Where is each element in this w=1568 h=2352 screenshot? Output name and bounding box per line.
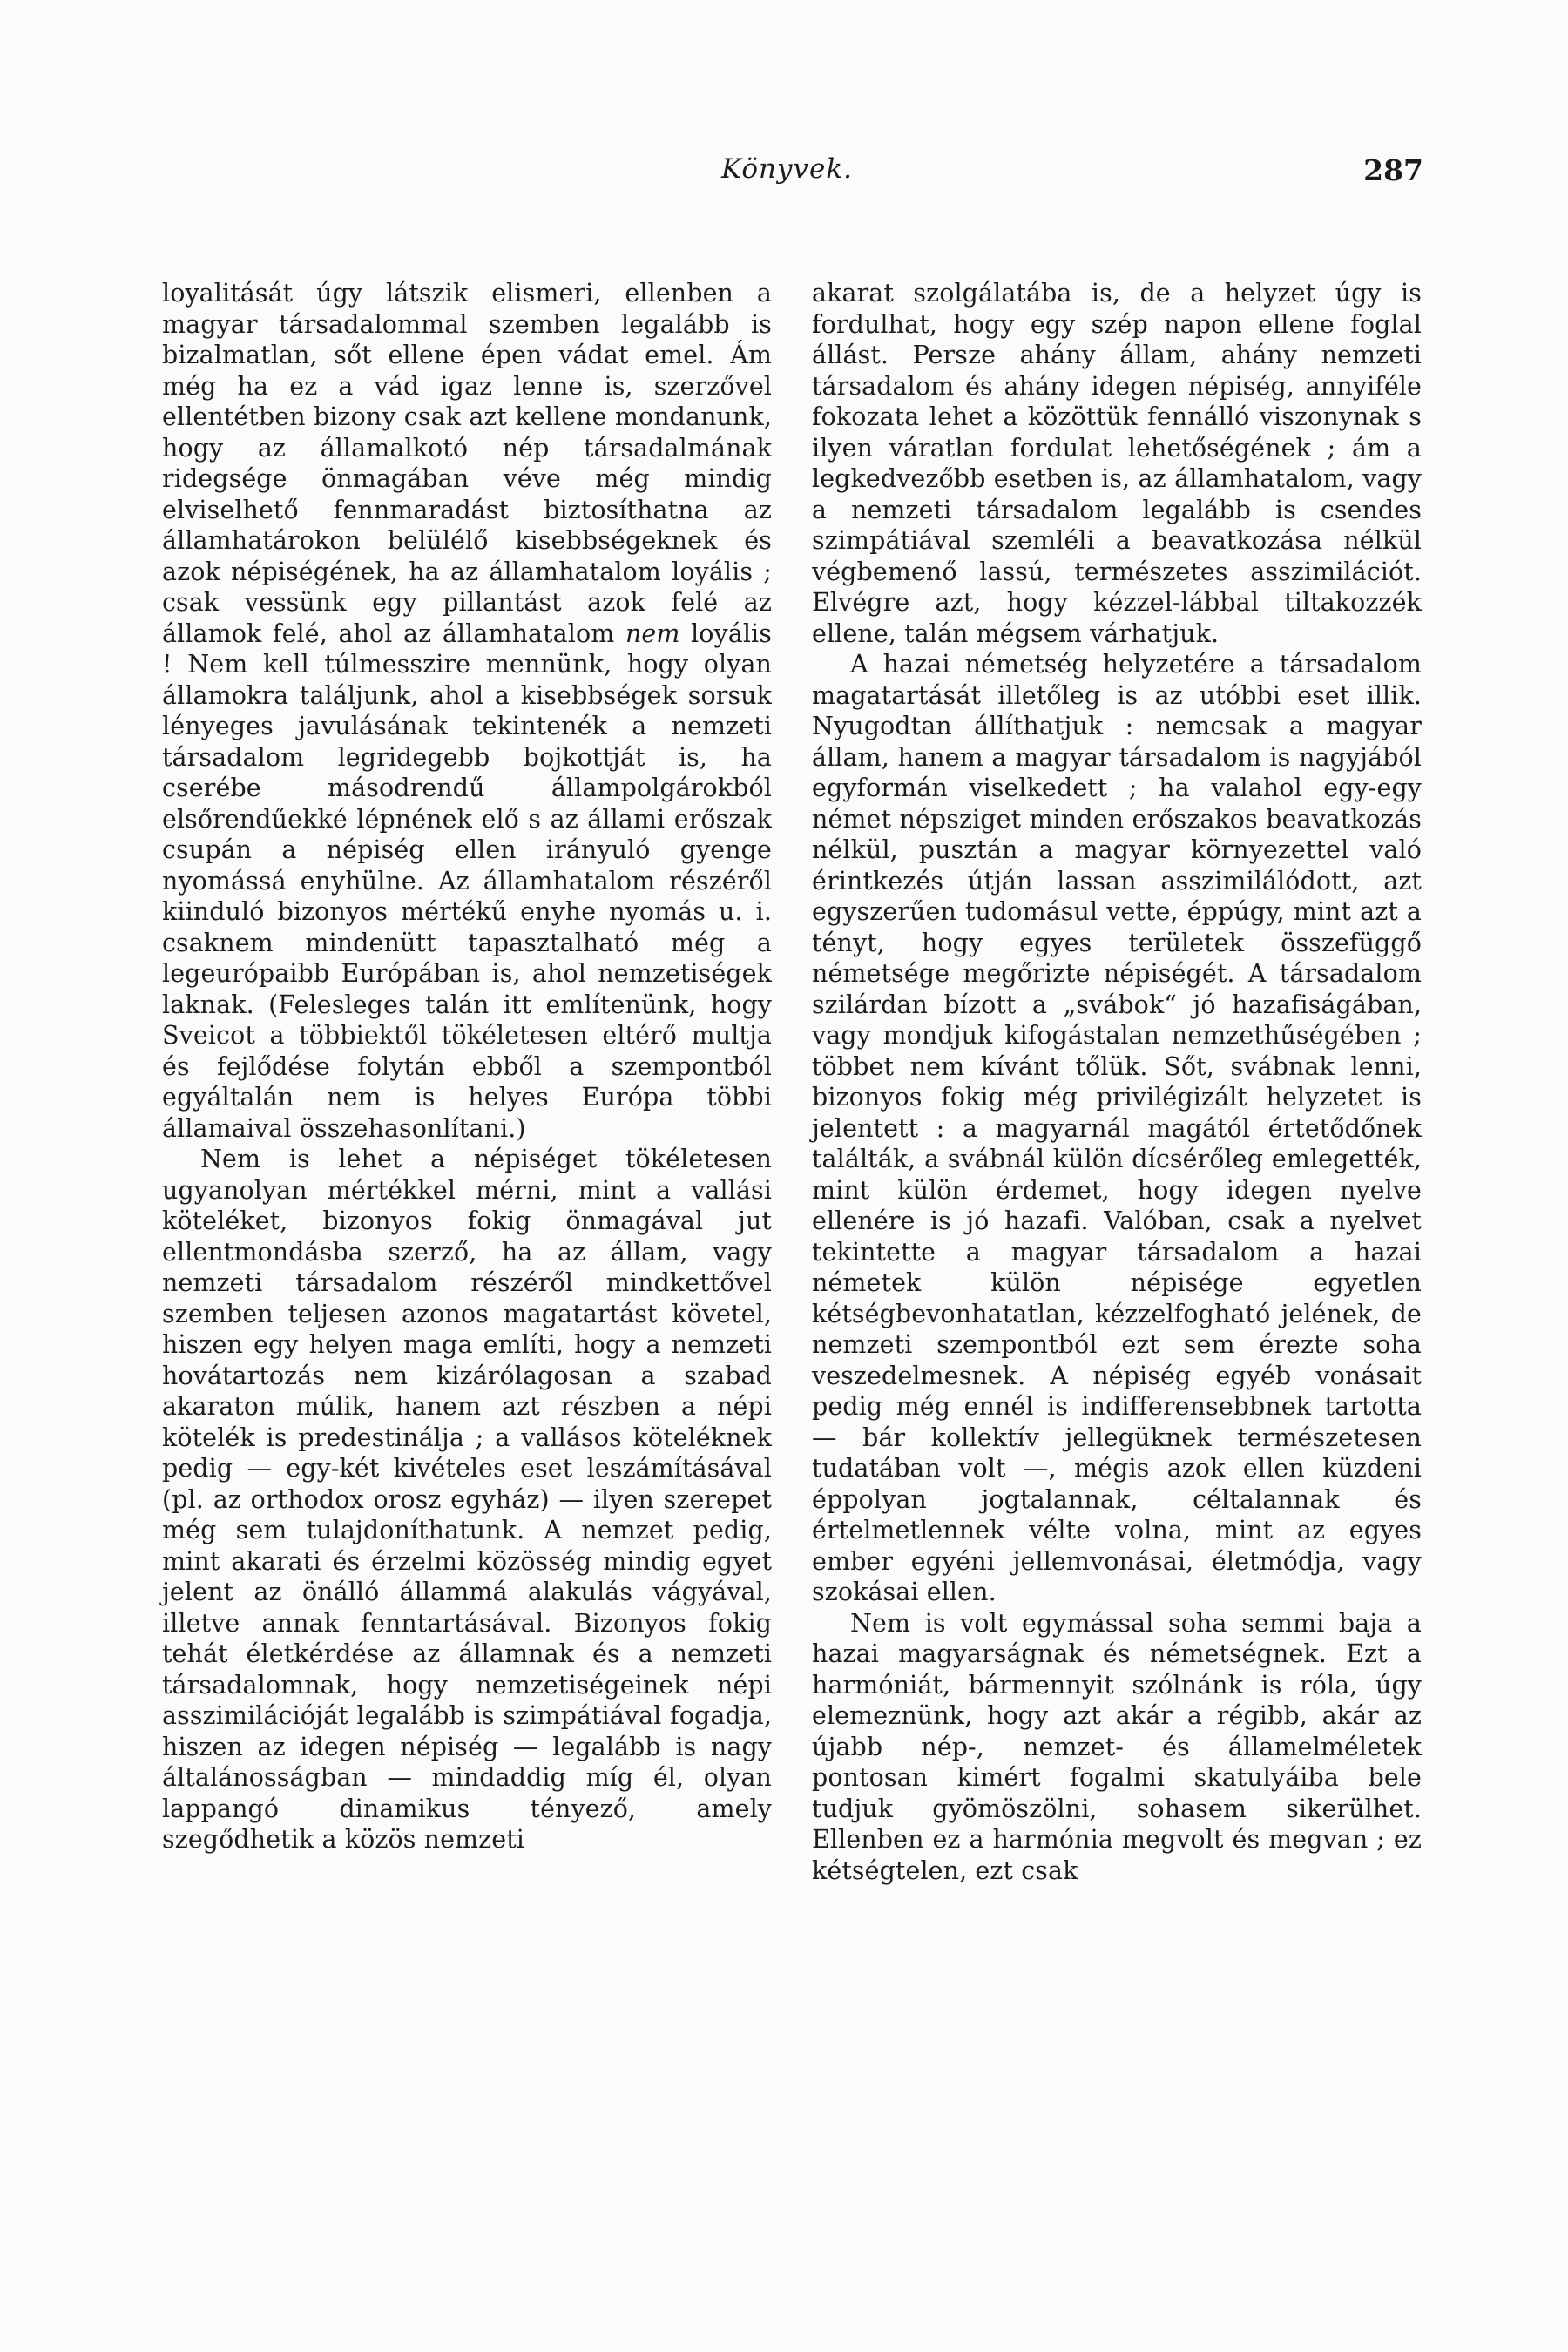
running-title: Könyvek.	[721, 153, 853, 185]
paragraph-text: loyális ! Nem kell túlmesszire mennünk, hogy olyan államokra találjunk, ahol a kisebbségek sorsuk lényeges javulásának tekintenék a nemzeti társadalom legridegebb bojkottját is, ha cserébe másodrendű állampolgárokból elsőrendűekké lépnének elő s az állami erőszak csupán a népiség ellen irányuló gyenge nyomássá enyhülne. Az államhatalom részéről kiinduló bizonyos mértékű enyhe nyomás u. i. csaknem mindenütt tapasztalható még a legeurópaibb Európában is, ahol nemzetiségek laknak. (Felesleges talán itt említenünk, hogy Sveicot a többiektől tökéletesen eltérő multja és fejlődése folytán ebből a szempontból egyáltalán nem is helyes Európa többi államaival összehasonlítani.)	[162, 618, 772, 1143]
paragraph: akarat szolgálatába is, de a helyzet úgy is fordulhat, hogy egy szép napon ellene foglal állást. Persze ahány állam, ahány nemzeti társadalom és ahány idegen népiség, annyiféle fokozata lehet a közöttük fennálló viszonynak s ilyen váratlan fordulat lehetőségének ; ám a legkedvezőbb esetben is, az államhatalom, vagy a nemzeti társadalom legalább is csendes szimpátiával szemléli a beavatkozása nélkül végbemenő lassú, természetes asszimilációt. Elvégre azt, hogy kézzel-lábbal tiltakozzék ellene, talán mégsem várhatjuk.	[812, 279, 1422, 648]
emphasis-text: nem	[625, 618, 680, 648]
paragraph	[162, 278, 772, 1144]
paragraph: A hazai németség helyzetére a társadalom magatartását illetőleg is az utóbbi eset illik. Nyugodtan állíthatjuk : nemcsak a magyar állam, hanem a magyar társadalom is nagyjából egyformán viselkedett ; ha valahol egy-egy német népsziget minden erőszakos beavatkozás nélkül, pusztán a magyar környezettel való érintkezés útján lassan asszimilálódott, azt egyszerűen tudomásul vette, éppúgy, mint azt a tényt, hogy egyes területek összefüggő németsége megőrizte népiségét. A társadalom szilárdan bízott a „svábok“ jó hazafiságában, vagy mondjuk kifogástalan nemzethűségében ; többet nem kívánt tőlük. Sőt, svábnak lenni, bizonyos fokig még privilégizált helyzetet is jelentett : a magyarnál magától értetődőnek találták, a svábnál külön dícsérőleg emlegették, mint külön érdemet, hogy idegen nyelve ellenére is jó hazafi. Valóban, csak a nyelvet tekintette a magyar társadalom a hazai németek külön népisége egyetlen kétségbevonhatatlan, kézzelfogható jelének, de nemzeti szempontból ezt sem érezte soha veszedelmesnek. A népiség egyéb vonásait pedig még ennél is indifferensebbnek tartotta — bár kollektív jellegüknek természetesen tudatában volt —, mégis azok ellen küzdeni éppolyan jogtalannak, céltalannak és értelmetlennek vélte volna, mint az egyes ember egyéni jellemvonásai, életmódja, vagy szokásai ellen.	[812, 650, 1422, 1606]
paragraph-text: loyalitását úgy látszik elismeri, ellenben a magyar társadalommal szemben legalább is bizalmatlan, sőt ellene épen vádat emel. Ám még ha ez a vád igaz lenne is, szerzővel ellentétben bizony csak azt kellene mondanunk, hogy az államalkotó nép társadalmának ridegsége önmagában véve még mindig elviselhető fennmaradást biztosíthatna az államhatárokon belülélő kisebbségeknek és azok népiségének, ha az államhatalom loyális ; csak vessünk egy pillantást azok felé az államok felé, ahol az államhatalom	[162, 279, 772, 648]
page-header	[162, 153, 1423, 197]
right-column	[812, 278, 1422, 1886]
paragraph: Nem is volt egymással soha semmi baja a hazai magyarságnak és németségnek. Ezt a harmóniát, bármennyit szólnánk is róla, úgy elemeznünk, hogy azt akár a régibb, akár az újabb nép-, nemzet- és államelméletek pontosan kimért fogalmi skatulyáiba bele tudjuk gyömöszölni, sohasem sikerülhet. Ellenben ez a harmónia megvolt és megvan ; ez kétségtelen, ezt csak	[812, 1608, 1422, 1885]
page-number: 287	[1363, 153, 1423, 187]
paragraph: Nem is lehet a népiséget tökéletesen ugyanolyan mértékkel mérni, mint a vallási köteléket, bizonyos fokig önmagával jut ellentmondásba szerző, ha az állam, vagy nemzeti társadalom részéről mindkettővel szemben teljesen azonos magatartást követel, hiszen egy helyen maga említi, hogy a nemzeti hovátartozás nem kizárólagosan a szabad akaraton múlik, hanem azt részben a népi kötelék is predestinálja ; a vallásos köteléknek pedig — egy-két kivételes eset leszámításával (pl. az orthodox orosz egyház) — ilyen szerepet még sem tulajdoníthatunk. A nemzet pedig, mint akarati és érzelmi közösség mindig egyet jelent az önálló állammá alakulás vágyával, illetve annak fenntartásával. Bizonyos fokig tehát életkérdése az államnak és a nemzeti társadalomnak, hogy nemzetiségeinek népi asszimilációját legalább is szimpátiával fogadja, hiszen az idegen népiség — legalább is nagy általánosságban — mindaddig míg él, olyan lappangó dinamikus tényező, amely szegődhetik a közös nemzeti	[162, 1145, 772, 1854]
left-column	[162, 278, 772, 1855]
